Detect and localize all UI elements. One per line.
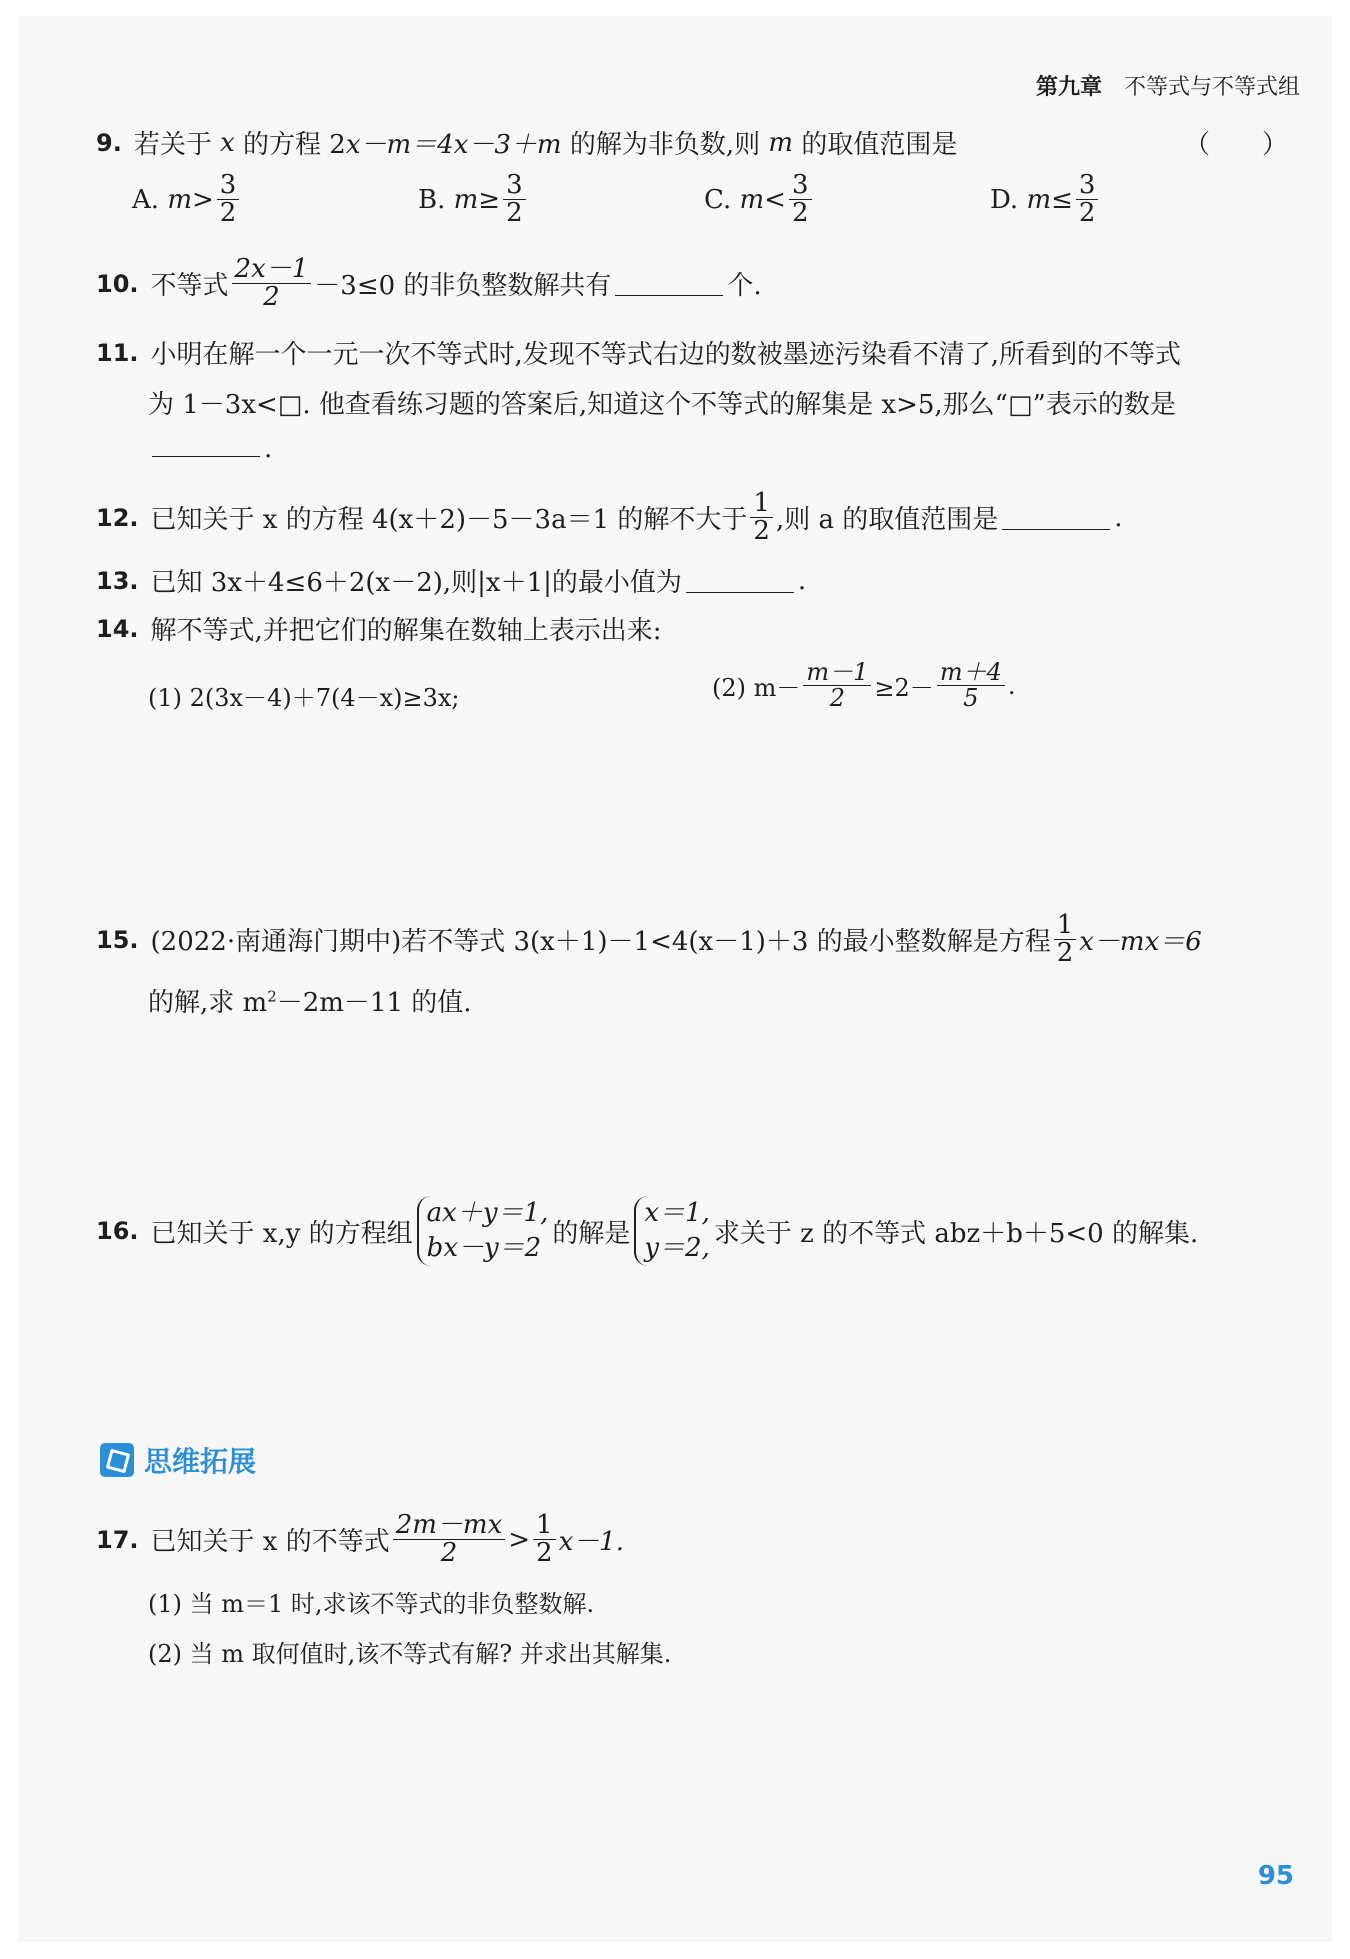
denominator: 2: [1056, 938, 1074, 969]
fraction: [1054, 912, 1077, 968]
question-number: 14.: [96, 614, 139, 643]
fraction: [232, 256, 312, 312]
fraction: [217, 172, 240, 228]
q17-part-2: (2) 当 m 取何值时,该不等式有解? 并求出其解集.: [148, 1640, 672, 1668]
q9-var-x: x: [220, 127, 235, 158]
denominator: 2: [440, 1538, 458, 1569]
option-a[interactable]: [132, 172, 242, 228]
q14-text: 解不等式,并把它们的解集在数轴上表示出来:: [150, 616, 662, 646]
question-12: [96, 490, 1123, 546]
option-rel: <: [764, 184, 786, 215]
q13-text: .: [797, 565, 807, 596]
q10-text: －3≤0 的非负整数解共有: [314, 271, 612, 302]
option-label: D.: [990, 184, 1019, 215]
pencil-note-icon: [100, 1443, 134, 1477]
option-var: m: [453, 184, 479, 215]
q9-equation: x－m＝4x－3＋m: [345, 130, 562, 160]
q9-var-m: m: [768, 127, 794, 158]
q15-equation: x－mx＝6: [1079, 927, 1202, 958]
exponent: 2: [267, 987, 277, 1006]
answer-blank[interactable]: [615, 271, 723, 296]
numerator: 1: [750, 490, 773, 518]
question-15: [96, 912, 1202, 968]
fraction: [533, 1512, 556, 1568]
answer-blank[interactable]: [686, 568, 794, 593]
question-number: 15.: [96, 925, 139, 954]
fraction: [789, 172, 812, 228]
option-var: m: [167, 184, 192, 215]
question-16: [96, 1196, 1198, 1266]
fraction: [937, 660, 1005, 711]
q11-line-1: 小明在解一个一元一次不等式时,发现不等式右边的数被墨迹污染看不清了,所看到的不等式: [150, 340, 1182, 370]
question-number: 13.: [96, 566, 139, 595]
running-header: [1036, 70, 1300, 101]
numerator: 2x－1: [232, 256, 312, 284]
q12-text: .: [1114, 502, 1123, 533]
answer-parentheses[interactable]: （ ）: [1183, 130, 1288, 160]
q17-text: 已知关于 x 的不等式: [150, 1527, 390, 1558]
question-number: 11.: [96, 338, 139, 367]
question-14: [96, 610, 662, 647]
q15-text: (2022·南通海门期中)若不等式 3(x＋1)－1<4(x－1)＋3 的最小整数解是方程: [150, 927, 1051, 958]
chapter-label: 第九章: [1035, 75, 1102, 100]
numerator: 3: [217, 172, 240, 200]
answer-blank[interactable]: [152, 432, 260, 457]
denominator: 2: [753, 516, 770, 547]
question-number: 10.: [96, 269, 139, 298]
denominator: 2: [536, 1538, 553, 1569]
numerator: 3: [789, 172, 812, 200]
denominator: 2: [829, 684, 846, 713]
option-d[interactable]: [990, 172, 1101, 228]
option-rel: ≤: [1051, 184, 1073, 215]
option-b[interactable]: [418, 172, 529, 228]
fraction: [393, 1512, 506, 1568]
q17-text: x－1.: [558, 1527, 625, 1558]
q16-text: 的解是: [552, 1218, 631, 1249]
q14-part-2: [712, 660, 1015, 711]
option-rel: ≥: [478, 184, 501, 215]
option-var: m: [739, 184, 765, 215]
denominator: 2: [791, 198, 809, 229]
question-number: 9.: [96, 128, 122, 157]
fraction: [1076, 172, 1099, 228]
numerator: m－1: [803, 660, 871, 686]
fraction: [750, 490, 773, 546]
chapter-title: 不等式与不等式组: [1123, 75, 1300, 100]
q10-text: 不等式: [150, 271, 229, 302]
q14-text: ≥2－: [874, 674, 934, 703]
option-var: m: [1026, 184, 1052, 215]
denominator: 2: [1078, 198, 1096, 229]
q13-text: 已知 3x＋4≤6＋2(x－2),则|x＋1|的最小值为: [150, 568, 682, 598]
fraction: [503, 172, 526, 228]
q9-text: 的方程 2: [243, 130, 346, 160]
q9-text: 的解为非负数,则: [569, 130, 761, 160]
q14-text: (2) m－: [712, 674, 801, 703]
q16-text: 求关于 z 的不等式 abz＋b＋5<0 的解集.: [713, 1218, 1199, 1249]
numerator: m＋4: [937, 660, 1005, 686]
equation: x＝1,: [644, 1198, 710, 1228]
fraction: [803, 660, 871, 711]
q15-text: 的解,求 m: [148, 988, 268, 1018]
question-9: [96, 124, 957, 161]
q14-part-1: (1) 2(3x－4)＋7(4－x)≥3x;: [148, 684, 460, 712]
solution-system: [634, 1196, 710, 1266]
q14-text: .: [1007, 671, 1016, 700]
option-label: A.: [132, 184, 160, 215]
question-10: [96, 256, 762, 312]
question-number: 17.: [96, 1525, 139, 1554]
question-17: [96, 1512, 624, 1568]
system-of-equations: [417, 1196, 549, 1266]
option-label: B.: [418, 184, 446, 215]
numerator: 1: [533, 1512, 556, 1540]
question-number: 12.: [96, 503, 139, 532]
question-number: 16.: [96, 1217, 139, 1246]
q11-line-2: 为 1－3x<□. 他查看练习题的答案后,知道这个不等式的解集是 x>5,那么“□”表示的数是: [148, 390, 1176, 420]
equation: ax＋y＝1,: [426, 1198, 549, 1228]
q17-part-1: (1) 当 m＝1 时,求该不等式的非负整数解.: [148, 1590, 595, 1618]
q17-text: >: [508, 1524, 531, 1555]
numerator: 3: [1076, 172, 1099, 200]
q9-text: 的取值范围是: [801, 130, 958, 160]
q10-text: 个.: [727, 271, 762, 302]
option-label: C.: [704, 184, 732, 215]
option-rel: >: [191, 184, 214, 215]
option-c[interactable]: [704, 172, 815, 228]
q11-line-3: [148, 432, 272, 464]
denominator: 2: [263, 282, 280, 313]
denominator: 5: [963, 684, 979, 713]
q16-text: 已知关于 x,y 的方程组: [150, 1218, 413, 1249]
section-title: 思维拓展: [144, 1445, 257, 1478]
q11-text: .: [264, 434, 273, 464]
question-13: [96, 562, 806, 599]
page-number: 95: [1257, 1861, 1294, 1891]
question-11: [96, 334, 1181, 371]
q15-text: －2m－11 的值.: [276, 988, 472, 1018]
numerator: 2m－mx: [393, 1512, 506, 1540]
q12-text: 已知关于 x 的方程 4(x＋2)－5－3a＝1 的解不大于: [150, 505, 748, 536]
q9-text: 若关于: [133, 130, 212, 160]
numerator: 1: [1054, 912, 1077, 940]
section-heading: [100, 1440, 256, 1480]
equation: y＝2,: [644, 1233, 710, 1264]
answer-blank[interactable]: [1002, 505, 1110, 530]
q12-text: ,则 a 的取值范围是: [775, 505, 999, 536]
q15-line-2: [148, 982, 472, 1019]
equation: bx－y＝2: [426, 1233, 542, 1264]
denominator: 2: [219, 198, 237, 229]
denominator: 2: [506, 198, 523, 229]
numerator: 3: [503, 172, 526, 200]
